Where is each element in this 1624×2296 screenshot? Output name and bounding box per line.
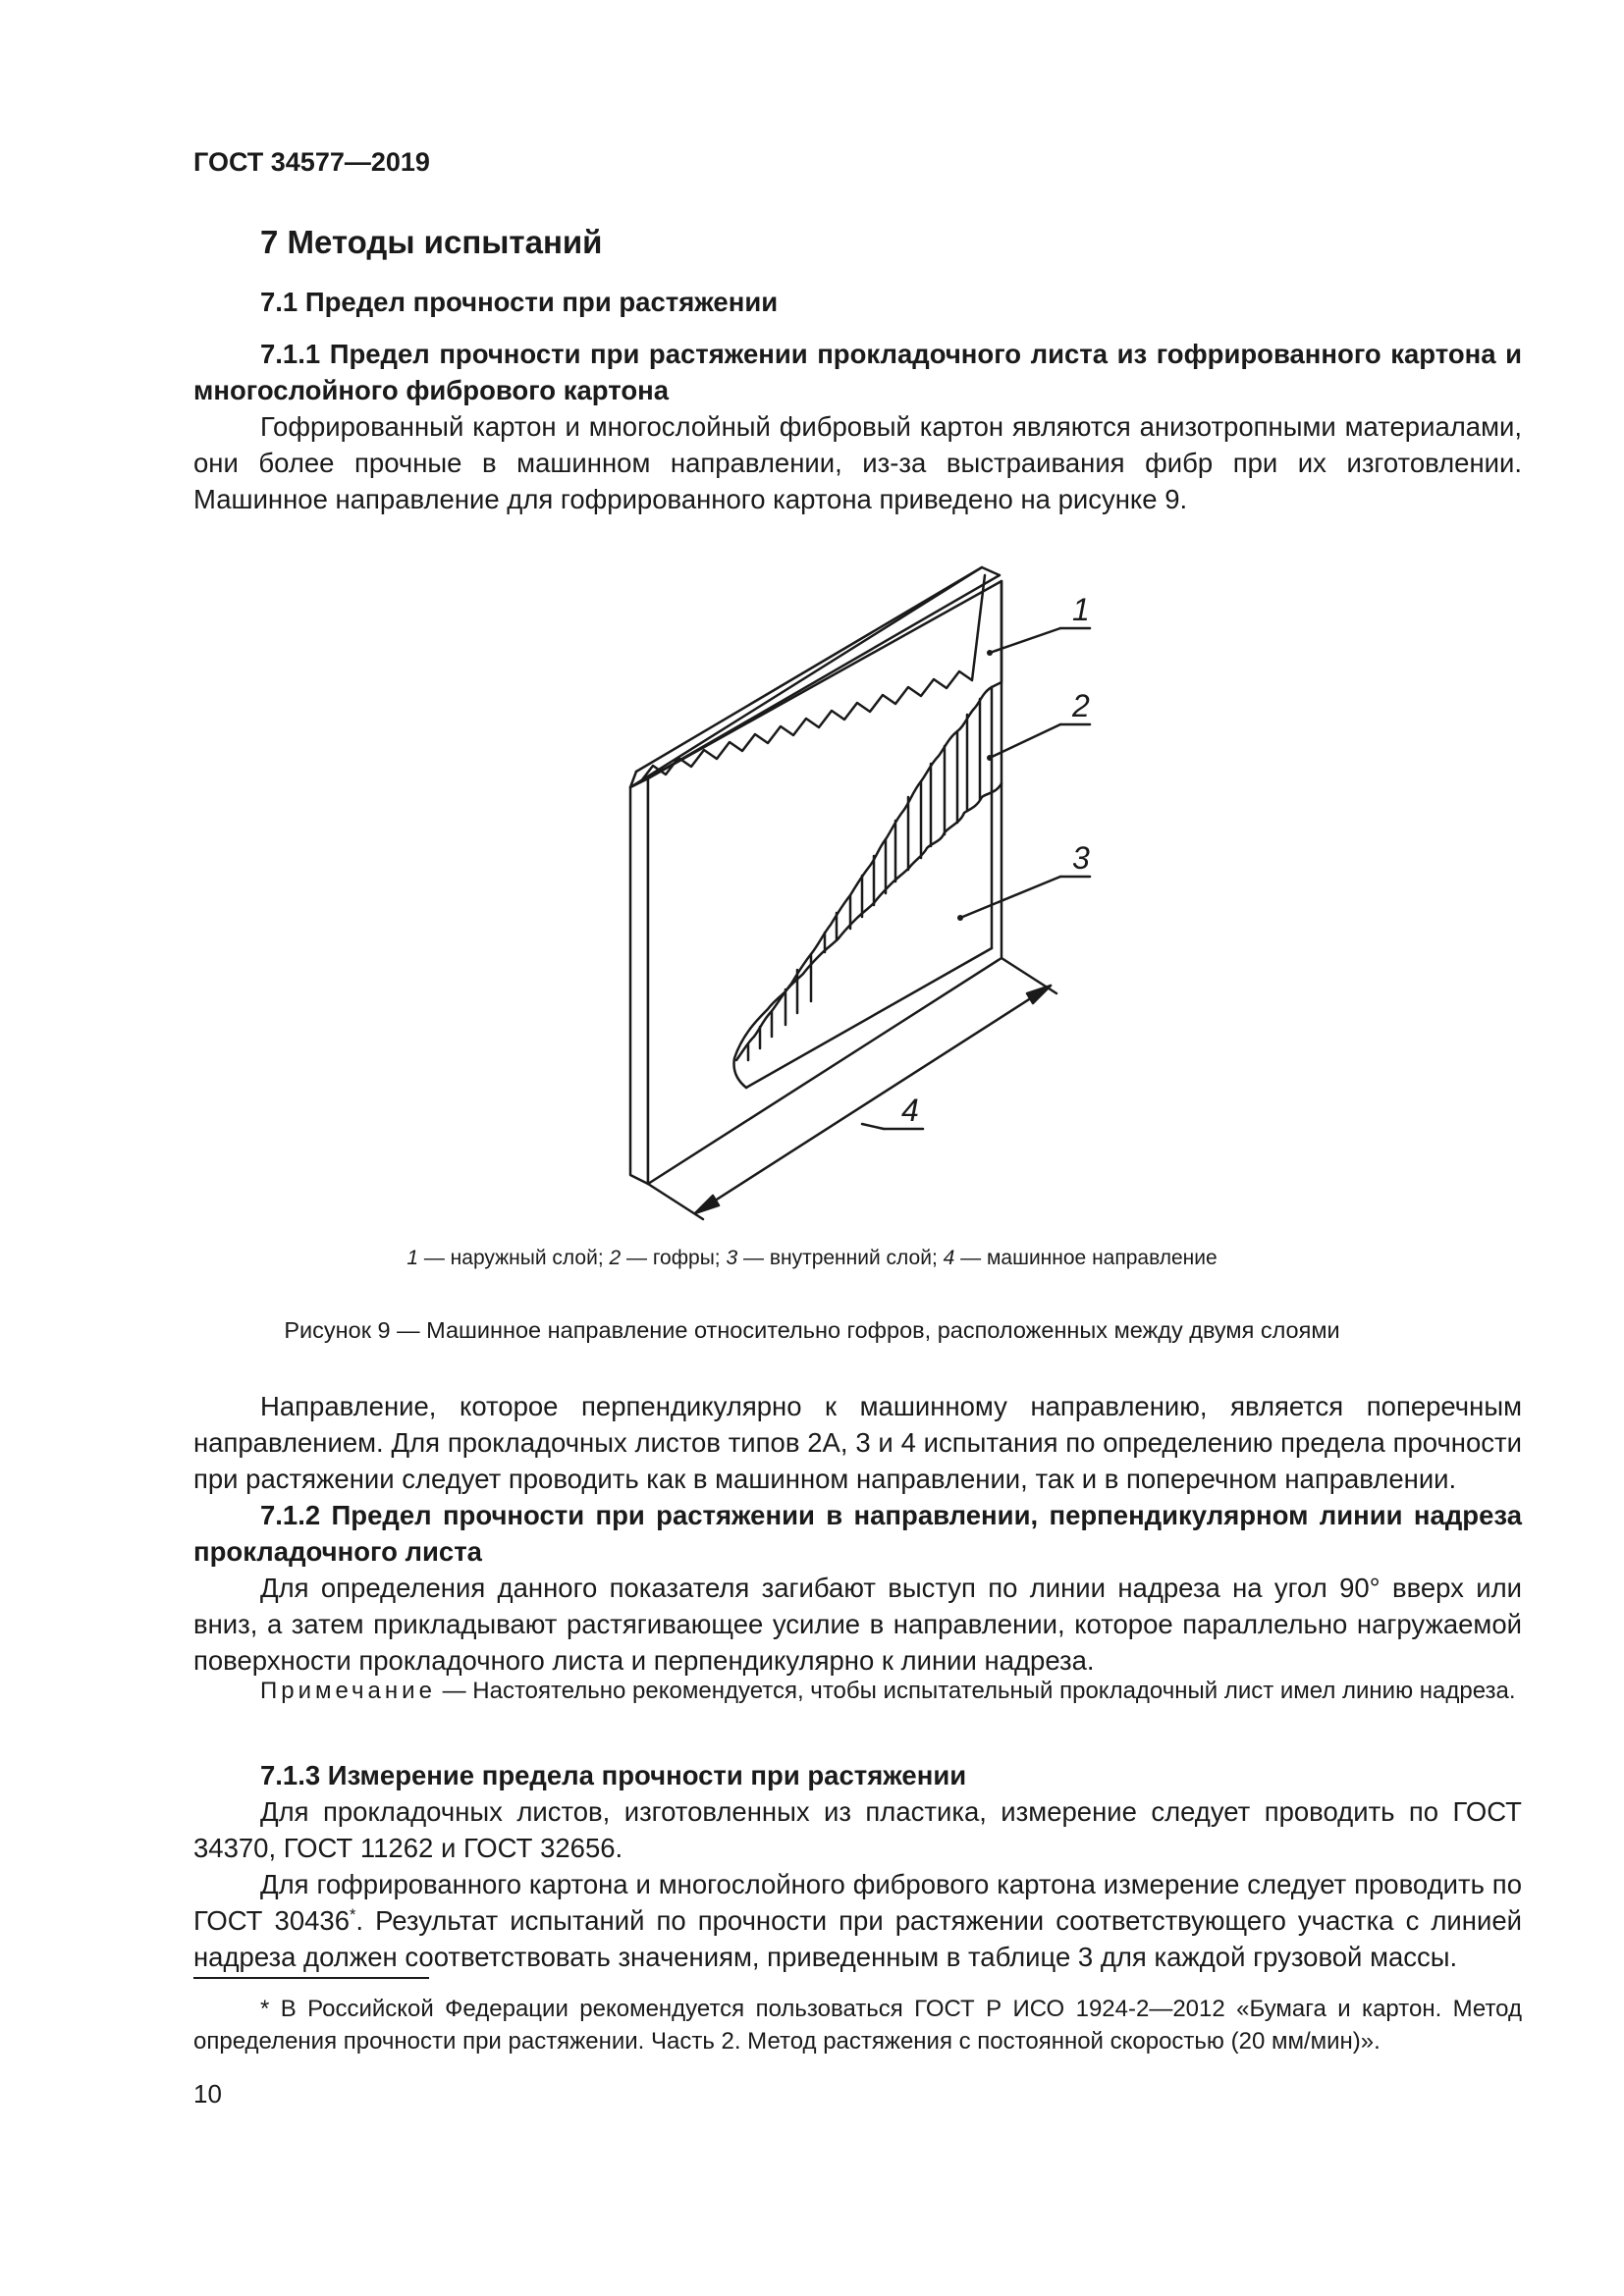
clause-after-figure xyxy=(193,1388,1522,1679)
legend-n4: 4 xyxy=(943,1247,955,1269)
note-block xyxy=(193,1675,1522,1707)
figure-caption: Рисунок 9 — Машинное направление относительно гофров, расположенных между двумя слоями xyxy=(284,1317,1340,1343)
clause-7-1-1-title: 7.1.1 Предел прочности при растяжении прокладочного листа из гофрированного картона и многослойного фибрового картона xyxy=(193,339,1522,405)
callout-3: 3 xyxy=(1072,840,1090,876)
body2-part-a: Для гофрированного картона и многослойного фибрового картона измерение следует проводить по ГОСТ 30436 xyxy=(193,1869,1522,1936)
clause-7-1-2-title: 7.1.2 Предел прочности при растяжении в направлении, перпендикулярном линии надреза прокладочного листа xyxy=(193,1500,1522,1567)
legend-n1: 1 xyxy=(406,1247,418,1269)
clause-7-1-1-body: Гофрированный картон и многослойный фибровый картон являются анизотропными материалами, они более прочные в машинном направлении, из-за выстраивания фибр при их изготовлении. Машинное направление для гофрированного картона приведено на рисунке 9. xyxy=(193,411,1522,514)
note-text: — Настоятельно рекомендуется, чтобы испытательный прокладочный лист имел линию надреза. xyxy=(435,1678,1516,1704)
section-title: 7 Методы испытаний xyxy=(260,224,603,260)
footnote-text: * В Российской Федерации рекомендуется пользоваться ГОСТ Р ИСО 1924-2—2012 «Бумага и картон. Метод определения прочности при растяжении. Часть 2. Метод растяжения с постоянной скоростью (20 мм/мин)». xyxy=(193,1996,1522,2055)
legend-n2: 2 xyxy=(609,1247,622,1269)
clause-7-1-2-body: Для определения данного показателя загибают выступ по линии надреза на угол 90° вверх или вниз, а затем прикладывают растягивающее усилие в направлении, которое параллельно нагружаемой поверхности прокладочного листа и перпендикулярно к линии надреза. xyxy=(193,1573,1522,1676)
clause-7-1-3-title: 7.1.3 Измерение предела прочности при растяжении xyxy=(260,1760,967,1790)
callout-1: 1 xyxy=(1072,592,1090,627)
clause-7-1-3 xyxy=(193,1757,1522,1975)
footnote-rule xyxy=(193,1977,429,1979)
subsection-title-7-1: 7.1 Предел прочности при растяжении xyxy=(260,287,779,317)
callout-2: 2 xyxy=(1072,688,1090,723)
note-paragraph xyxy=(193,1675,1522,1707)
clause-7-1-3-body2 xyxy=(193,1866,1522,1975)
direction-paragraph: Направление, которое перпендикулярно к машинному направлению, является поперечным направлением. Для прокладочных листов типов 2А, 3 и 4 испытания по определению предела прочности при растяжении следует проводить как в машинном направлении, так и в поперечном направлении. xyxy=(193,1391,1522,1494)
callout-4: 4 xyxy=(901,1093,919,1128)
legend-t2: — гофры; xyxy=(621,1247,727,1269)
note-label: Примечание xyxy=(260,1678,436,1704)
footnote-ref: * xyxy=(350,1905,356,1924)
body2-part-b: . Результат испытаний по прочности при растяжении соответствующего участка с линией надреза должен соответствовать значениям, приведенным в таблице 3 для каждой грузовой массы. xyxy=(193,1905,1522,1972)
legend-t1: — наружный слой; xyxy=(418,1247,610,1269)
page-number: 10 xyxy=(193,2079,222,2109)
legend-t4: — машинное направление xyxy=(954,1247,1218,1269)
document-code: ГОСТ 34577—2019 xyxy=(193,147,430,177)
legend-t3: — внутренний слой; xyxy=(737,1247,944,1269)
footnote-block xyxy=(193,1993,1522,2057)
clause-7-1-3-body1: Для прокладочных листов, изготовленных из пластика, измерение следует проводить по ГОСТ 34370, ГОСТ 11262 и ГОСТ 32656. xyxy=(193,1796,1522,1863)
figure-legend xyxy=(0,1247,1624,1270)
legend-n3: 3 xyxy=(726,1247,738,1269)
